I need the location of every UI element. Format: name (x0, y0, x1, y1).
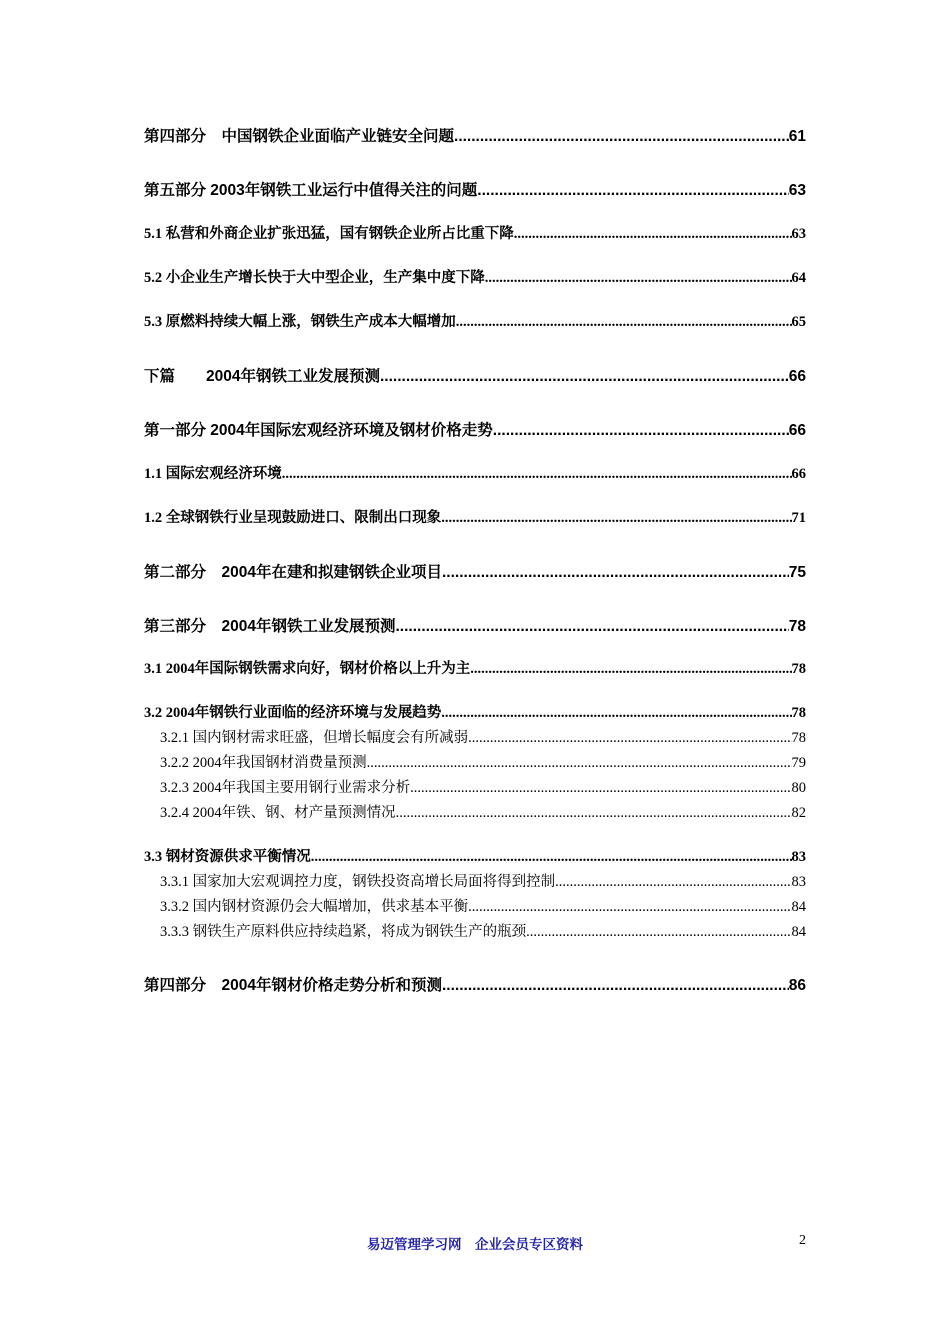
toc-entry[interactable] (144, 227, 806, 242)
toc-entry-page: 65 (791, 314, 806, 330)
toc-entry[interactable] (144, 565, 806, 581)
toc-entry-page: 64 (791, 270, 806, 286)
toc-entry[interactable] (160, 806, 806, 821)
toc-leader-dots (468, 900, 791, 915)
toc-leader-dots (410, 781, 791, 796)
toc-entry-page: 63 (791, 226, 806, 242)
toc-leader-dots (380, 369, 789, 385)
toc-entry[interactable] (144, 271, 806, 286)
toc-leader-dots (454, 129, 789, 145)
toc-leader-dots (514, 227, 792, 242)
toc-entry-page: 84 (791, 924, 806, 940)
toc-entry-label: 5.3 原燃料持续大幅上涨，钢铁生产成本大幅增加 (144, 314, 456, 330)
toc-entry-page: 86 (788, 977, 806, 994)
toc-entry[interactable] (144, 706, 806, 721)
toc-entry-label: 3.2.3 2004年我国主要用钢行业需求分析 (160, 780, 411, 796)
toc-entry-page: 84 (791, 899, 806, 915)
toc-entry-page: 82 (791, 805, 806, 821)
toc-entry[interactable] (160, 875, 806, 890)
toc-entry[interactable] (160, 731, 806, 746)
toc-entry[interactable] (144, 662, 806, 677)
toc-entry-label: 第五部分 2003年钢铁工业运行中值得关注的问题 (144, 182, 478, 199)
toc-entry[interactable] (160, 925, 806, 940)
toc-entry-label: 第四部分 2004年钢材价格走势分析和预测 (144, 977, 442, 994)
toc-entry-label: 1.1 国际宏观经济环境 (144, 466, 282, 482)
toc-entry-label: 3.3.2 国内钢材资源仍会大幅增加，供求基本平衡 (160, 899, 469, 915)
toc-entry[interactable] (144, 315, 806, 330)
toc-entry[interactable] (144, 423, 806, 439)
toc-leader-dots (493, 423, 789, 439)
toc-entry-page: 66 (788, 368, 806, 385)
toc-entry-page: 61 (788, 128, 806, 145)
toc-entry[interactable] (160, 900, 806, 915)
toc-entry-label: 下篇 2004年钢铁工业发展预测 (144, 368, 380, 385)
toc-leader-dots (442, 978, 789, 994)
toc-entry-label: 第四部分 中国钢铁企业面临产业链安全问题 (144, 128, 455, 145)
toc-entry-label: 3.2.1 国内钢材需求旺盛，但增长幅度会有所减弱 (160, 730, 469, 746)
toc-entry-page: 78 (791, 661, 806, 677)
toc-leader-dots (468, 731, 791, 746)
toc-entry-label: 3.3.3 钢铁生产原料供应持续趋紧，将成为钢铁生产的瓶颈 (160, 924, 527, 940)
toc-entry-label: 3.1 2004年国际钢铁需求向好，钢材价格以上升为主 (144, 661, 471, 677)
toc-leader-dots (441, 706, 791, 721)
toc-leader-dots (282, 467, 792, 482)
toc-entry-page: 66 (788, 422, 806, 439)
toc-entry-page: 83 (791, 874, 806, 890)
toc-leader-dots (477, 183, 788, 199)
toc-entry-page: 71 (791, 510, 806, 526)
toc-entry-label: 第一部分 2004年国际宏观经济环境及钢材价格走势 (144, 422, 493, 439)
toc-entry-label: 3.3 钢材资源供求平衡情况 (144, 849, 311, 865)
toc-entry[interactable] (144, 619, 806, 635)
toc-entry-page: 78 (791, 705, 806, 721)
footer-text: 易迈管理学习网 企业会员专区资料 (367, 1237, 583, 1252)
toc-entry[interactable] (144, 369, 806, 385)
toc-leader-dots (485, 271, 792, 286)
toc-entry-label: 3.2 2004年钢铁行业面临的经济环境与发展趋势 (144, 705, 442, 721)
toc-leader-dots (470, 662, 791, 677)
page-number: 2 (799, 1233, 806, 1248)
toc-entry[interactable] (144, 850, 806, 865)
toc-leader-dots (395, 619, 788, 635)
toc-entry-label: 5.2 小企业生产增长快于大中型企业，生产集中度下降 (144, 270, 485, 286)
toc-leader-dots (555, 875, 791, 890)
toc-entry-label: 1.2 全球钢铁行业呈现鼓励进口、限制出口现象 (144, 510, 442, 526)
toc-entry[interactable] (160, 781, 806, 796)
toc-leader-dots (442, 565, 789, 581)
toc-entry[interactable] (144, 129, 806, 145)
toc-entry-page: 79 (791, 755, 806, 771)
toc-entry-label: 第三部分 2004年钢铁工业发展预测 (144, 618, 396, 635)
toc-entry-page: 78 (788, 618, 806, 635)
toc-entry-page: 78 (791, 730, 806, 746)
toc-leader-dots (311, 850, 792, 865)
toc-leader-dots (396, 806, 792, 821)
toc-entry-page: 66 (791, 466, 806, 482)
toc-entry[interactable] (160, 756, 806, 771)
toc-leader-dots (456, 315, 792, 330)
toc-entry-label: 3.3.1 国家加大宏观调控力度，钢铁投资高增长局面将得到控制 (160, 874, 556, 890)
toc-entry-page: 80 (791, 780, 806, 796)
toc-leader-dots (441, 511, 791, 526)
toc-entry-label: 3.2.4 2004年铁、钢、材产量预测情况 (160, 805, 396, 821)
toc-leader-dots (526, 925, 791, 940)
toc-entry-page: 63 (788, 182, 806, 199)
toc-entry-label: 3.2.2 2004年我国钢材消费量预测 (160, 755, 367, 771)
toc-entry[interactable] (144, 511, 806, 526)
toc-entry-label: 5.1 私营和外商企业扩张迅猛，国有钢铁企业所占比重下降 (144, 226, 514, 242)
toc-entry-page: 75 (788, 564, 806, 581)
toc-entry[interactable] (144, 978, 806, 994)
toc-entry[interactable] (144, 467, 806, 482)
toc-entry-page: 83 (791, 849, 806, 865)
toc-entry-label: 第二部分 2004年在建和拟建钢铁企业项目 (144, 564, 442, 581)
toc-leader-dots (367, 756, 792, 771)
toc-entry[interactable] (144, 183, 806, 199)
